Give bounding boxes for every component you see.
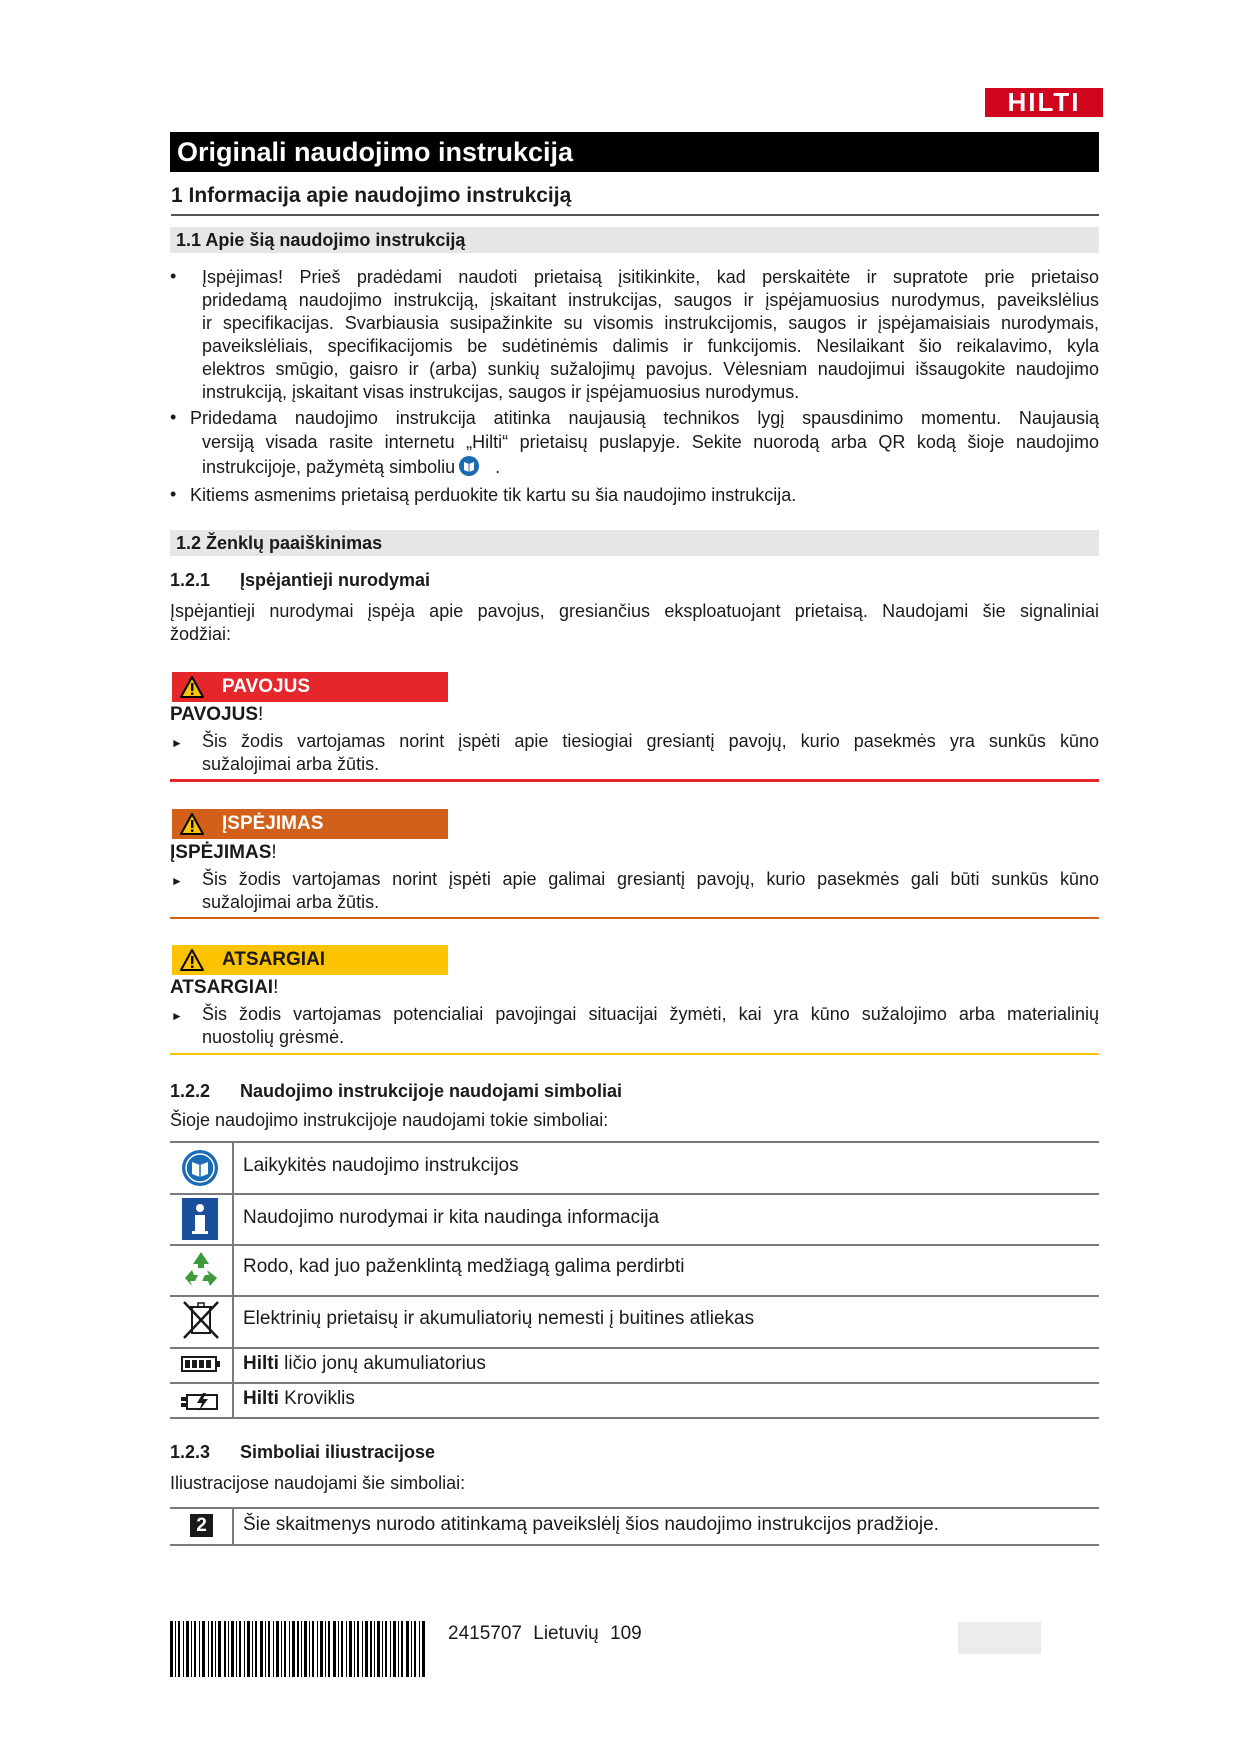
signal-intro: Įspėjantieji nurodymai įspėja apie pavojus, gresiančius eksploatuojant prietaisą. Naudojami šie signaliniai žodžiai:: [170, 601, 1099, 644]
caution-divider: [170, 1053, 1099, 1055]
charger-icon: [179, 1387, 223, 1413]
danger-description: Šis žodis vartojamas norint įspėti apie tiesiogiai gresiantį pavojų, kurio pasekmės yra sunkūs kūno sužalojimai arba žūtis.: [202, 731, 1099, 774]
read-manual-icon: [458, 455, 480, 477]
table-rule: [170, 1382, 1099, 1384]
logo-text: HILTI: [1007, 88, 1081, 117]
table-rule: [170, 1193, 1099, 1195]
table-rule: [170, 1295, 1099, 1297]
table-row: Elektrinių prietaisų ir akumuliatorių nemesti į buitines atliekas: [243, 1308, 755, 1329]
table-row: Laikykitės naudojimo instrukcijos: [243, 1155, 519, 1176]
warning-word: ĮSPĖJIMAS!: [170, 842, 277, 863]
table-row: Hilti Kroviklis: [243, 1388, 355, 1409]
arrow-bullet: ►: [171, 1009, 183, 1023]
warning-triangle-icon: [179, 948, 205, 972]
table-row: Rodo, kad juo paženklintą medžiagą galima perdirbti: [243, 1256, 685, 1277]
table-rule: [170, 1347, 1099, 1349]
danger-badge: PAVOJUS: [172, 672, 448, 702]
table-row: Hilti ličio jonų akumuliatorius: [243, 1353, 486, 1374]
battery-icon: [181, 1354, 221, 1374]
symbols-intro: Šioje naudojimo instrukcijoje naudojami tokie simboliai:: [170, 1110, 609, 1130]
danger-divider: [170, 779, 1099, 782]
footer-page-info: [448, 1623, 642, 1645]
subsection-number: 1.2.3: [170, 1442, 211, 1462]
table-rule: [170, 1507, 1099, 1509]
section-1-2-heading: 1.2 Ženklų paaiškinimas: [170, 530, 1099, 556]
arrow-bullet: ►: [171, 874, 183, 888]
subsection-1-2-2-title: Naudojimo instrukcijoje naudojami simboliai: [240, 1081, 623, 1101]
section-1-1-heading: 1.1 Apie šią naudojimo instrukciją: [170, 227, 1099, 253]
warning-description: Šis žodis vartojamas norint įspėti apie galimai gresiantį pavojų, kurio pasekmės gali būti sunkūs kūno sužalojimai arba žūtis.: [202, 869, 1099, 912]
figure-number-badge: 2: [190, 1514, 213, 1537]
subsection-1-2-3-title: Simboliai iliustracijose: [240, 1442, 436, 1462]
page-number: 109: [610, 1623, 642, 1644]
doc-number: 2415707: [448, 1623, 522, 1644]
warning-triangle-icon: [179, 812, 205, 836]
hilti-logo: [985, 88, 1103, 117]
table-rule: [170, 1244, 1099, 1246]
footer-gray-box: [958, 1622, 1041, 1654]
bullet-2-line-1: Pridedama naudojimo instrukcija atitinka naujausią technikos lygį spausdinimo momentu. Naujausią: [190, 408, 1099, 428]
warning-divider: [170, 917, 1099, 919]
crossed-bin-icon: [180, 1298, 222, 1342]
recycle-icon: [180, 1248, 222, 1290]
read-manual-icon: [180, 1148, 220, 1188]
page-title: Originali naudojimo instrukcija: [170, 132, 1099, 172]
table-rule: [170, 1544, 1099, 1546]
illustration-intro: Iliustracijose naudojami šie simboliai:: [170, 1473, 466, 1493]
warning-badge: ĮSPĖJIMAS: [172, 809, 448, 839]
caution-description: Šis žodis vartojamas potencialiai pavojingai situacijai žymėti, kai yra kūno sužalojimo arba materialinių nuostolių grėsmė.: [202, 1004, 1099, 1047]
bullet-dot: •: [170, 484, 177, 504]
arrow-bullet: ►: [171, 736, 183, 750]
table-row: Šie skaitmenys nurodo atitinkamą paveikslėlį šios naudojimo instrukcijos pradžioje.: [243, 1514, 939, 1535]
subsection-number: 1.2.2: [170, 1081, 211, 1101]
bullet-dot: •: [170, 407, 177, 427]
bullet-3-text: Kitiems asmenims prietaisą perduokite tik kartu su šia naudojimo instrukcija.: [190, 485, 797, 505]
warning-triangle-icon: [179, 675, 205, 699]
table-rule: [170, 1417, 1099, 1419]
barcode: [170, 1621, 425, 1677]
table-column-divider: [232, 1507, 234, 1544]
caution-badge: ATSARGIAI: [172, 945, 448, 975]
bullet-1-text: Įspėjimas! Prieš pradėdami naudoti prietaisą įsitikinkite, kad perskaitėte ir supratote prie prietaiso pridedamą naudojimo instrukciją, įskaitant instrukcijas, saugos ir įspėjamuosius nurodymus, paveikslėlius ir specifikacijas. Svarbiausia susipažinkite su visomis instrukcijomis, saugos ir įspėjamaisiais nurodymais, paveikslėliais, specifikacijomis be sudėtinėmis dalimis ir funkcijomis. Nesilaikant šio reikalavimo, kyla elektros smūgio, gaisro ir (arba) sunkių sužalojimų pavojus. Vėlesniam naudojimui išsaugokite naudojimo instrukciją, įskaitant visas instrukcijas, saugos ir įspėjamuosius nurodymus.: [202, 267, 1099, 402]
subsection-1-2-1-title: Įspėjantieji nurodymai: [240, 570, 431, 590]
section-1-heading: 1 Informacija apie naudojimo instrukciją: [171, 184, 1099, 216]
info-icon: [182, 1198, 218, 1240]
caution-word: ATSARGIAI!: [170, 977, 279, 998]
table-column-divider: [232, 1141, 234, 1417]
bullet-dot: •: [170, 266, 177, 286]
subsection-number: 1.2.1: [170, 570, 211, 590]
table-rule: [170, 1141, 1099, 1143]
language-label: Lietuvių: [533, 1623, 599, 1644]
table-row: Naudojimo nurodymai ir kita naudinga informacija: [243, 1207, 660, 1228]
bullet-2-line-2: versiją visada rasite internetu „Hilti“ prietaisų puslapyje. Sekite nuorodą arba QR kodą šioje naudojimo: [202, 432, 1099, 452]
danger-word: PAVOJUS!: [170, 704, 264, 725]
bullet-2-line-3: instrukcijoje, pažymėtą simboliu .: [202, 457, 501, 477]
